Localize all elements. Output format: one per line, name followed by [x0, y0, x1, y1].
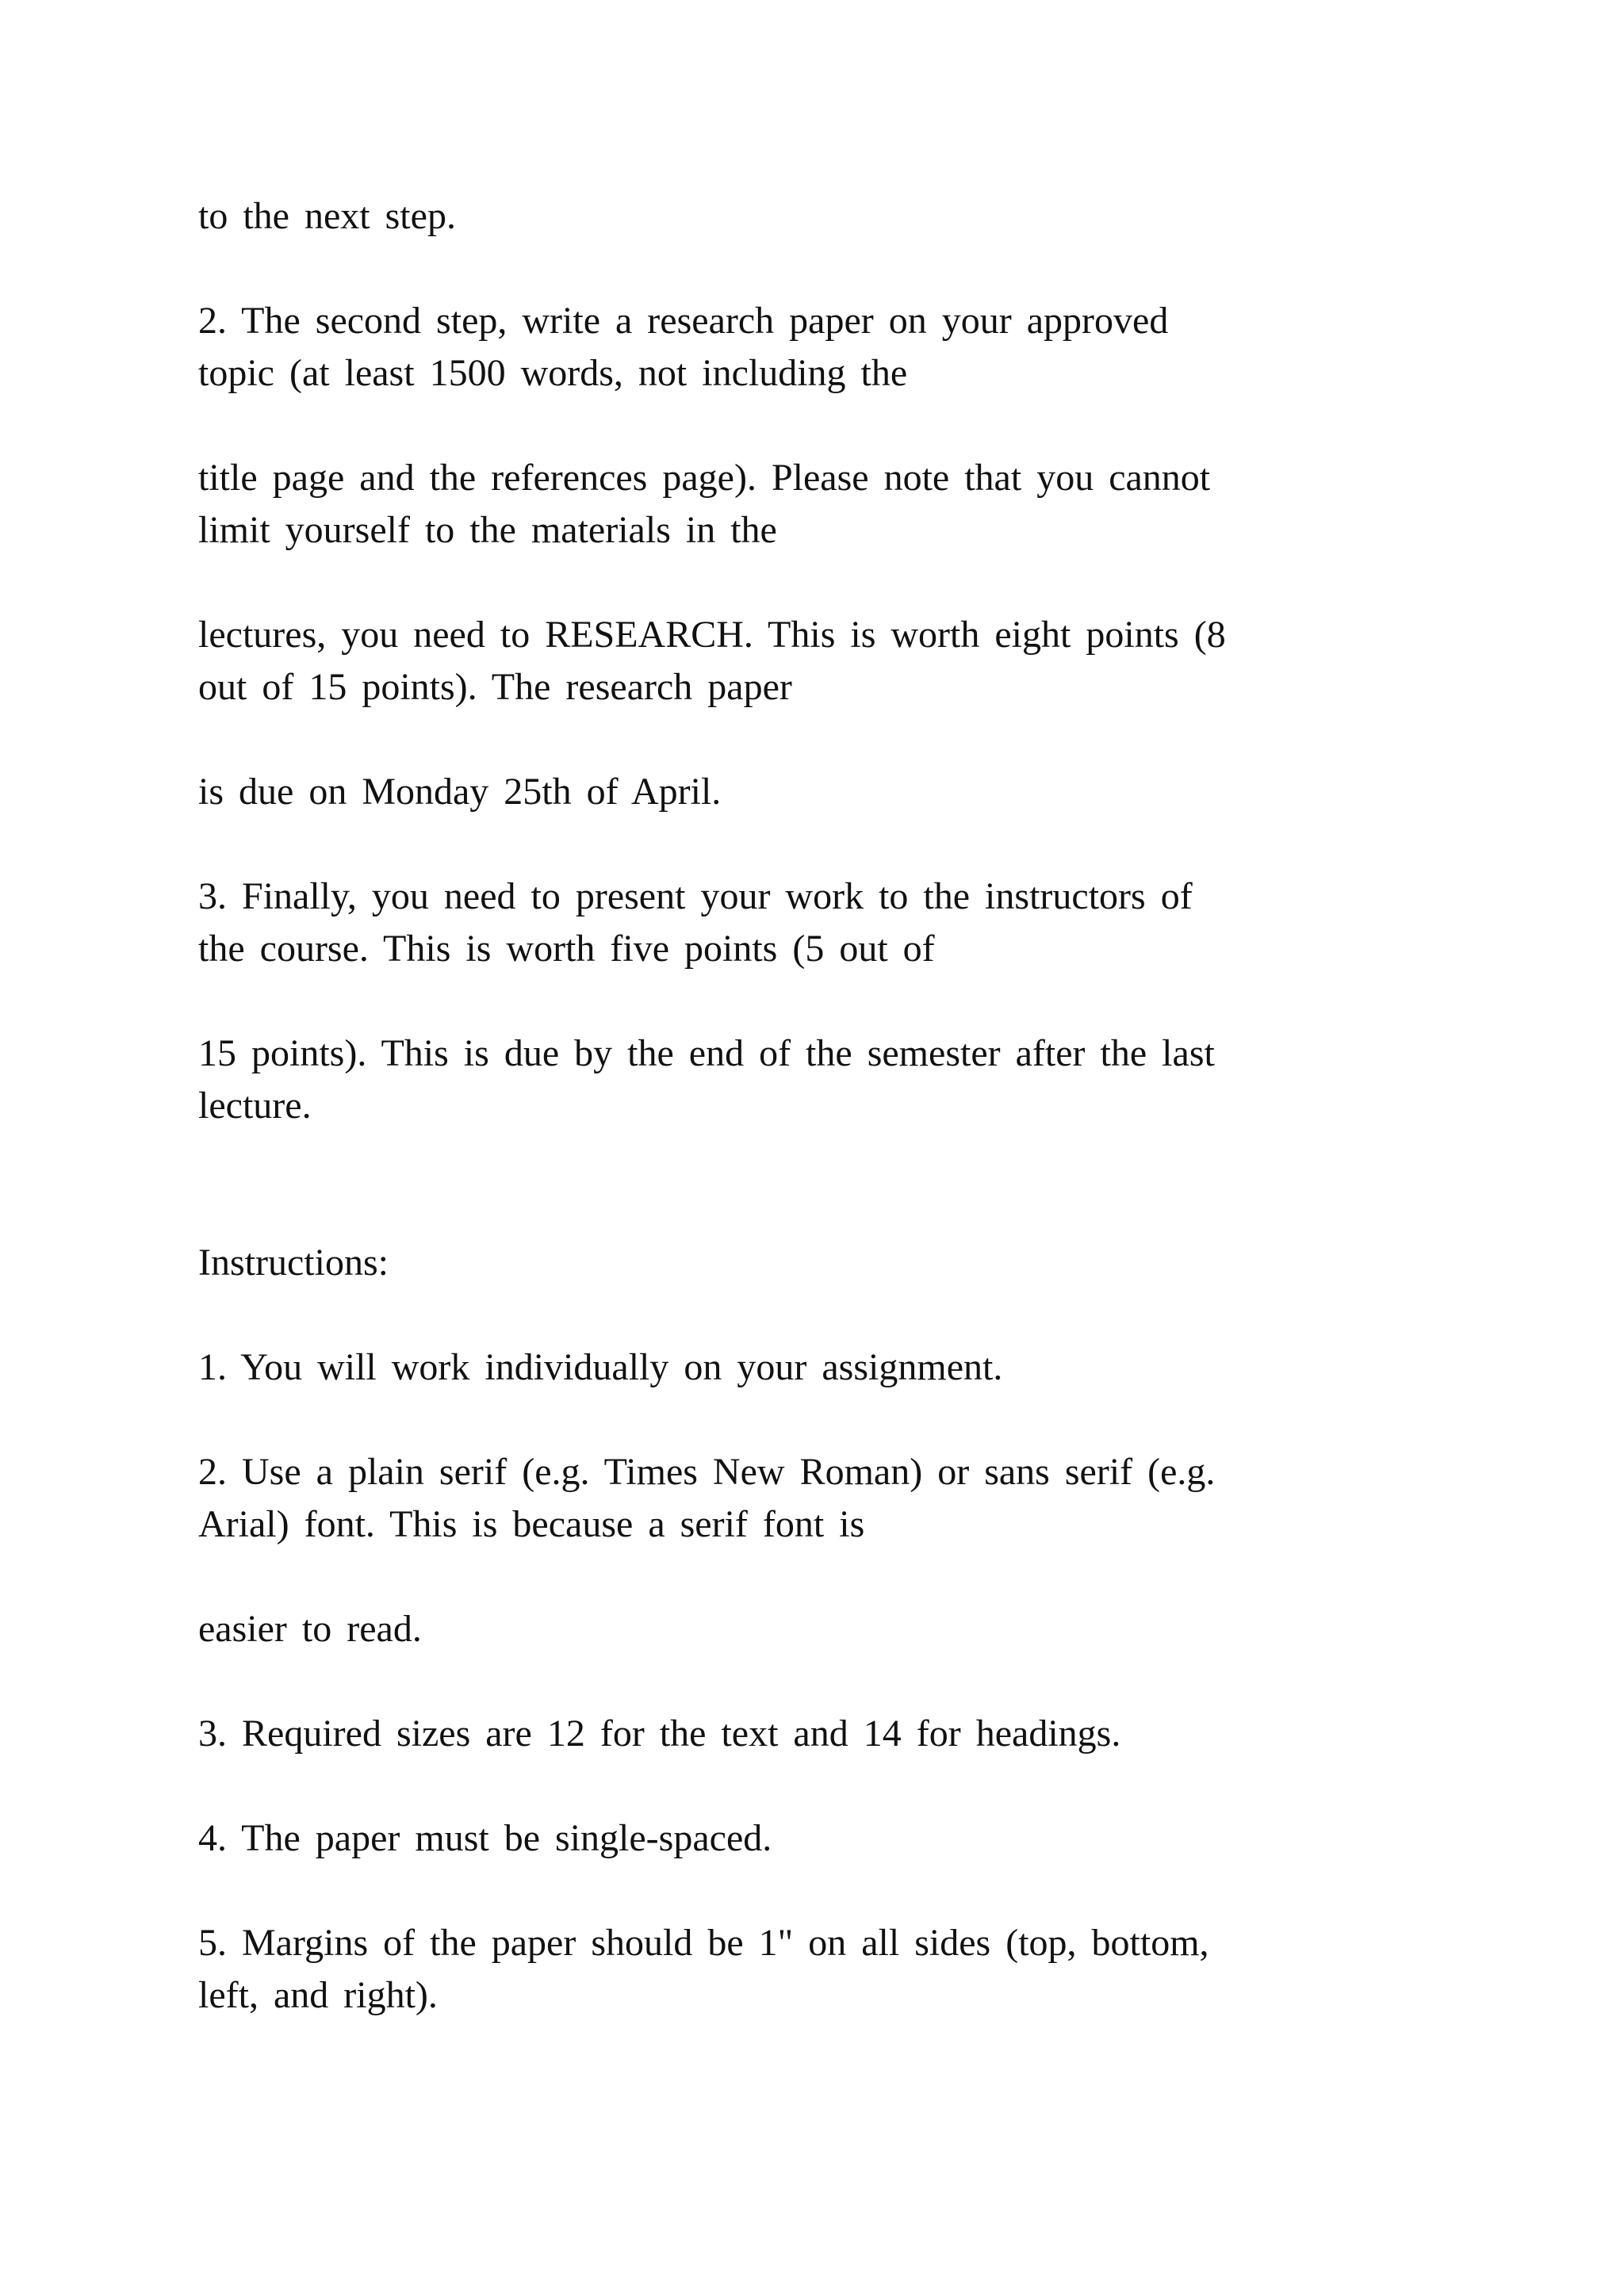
instruction-1	[198, 1341, 1499, 1394]
text-line: topic (at least 1500 words, not including the	[198, 352, 908, 394]
text-line: 4. The paper must be single-spaced.	[198, 1817, 772, 1859]
document-body	[198, 190, 1499, 2074]
paragraph-title-page-note	[198, 452, 1499, 557]
text-line: 1. You will work individually on your assignment.	[198, 1346, 1003, 1388]
text-line: title page and the references page). Please note that you cannot	[198, 457, 1211, 499]
text-line: easier to read.	[198, 1608, 422, 1650]
text-line: limit yourself to the materials in the	[198, 509, 777, 551]
paragraph-due-date	[198, 766, 1499, 818]
instruction-2-continued	[198, 1603, 1499, 1655]
paragraph-research-points	[198, 609, 1499, 714]
text-line: is due on Monday 25th of April.	[198, 771, 722, 813]
text-line: 3. Finally, you need to present your work to the instructors of	[198, 875, 1193, 917]
text-line: lecture.	[198, 1085, 312, 1127]
instructions-heading	[198, 1237, 1499, 1289]
paragraph-step-2	[198, 295, 1499, 400]
section-spacer	[198, 1184, 1499, 1237]
paragraph-next-step	[198, 190, 1499, 243]
text-line: out of 15 points). The research paper	[198, 666, 792, 708]
text-line: Instructions:	[198, 1242, 389, 1284]
text-line: left, and right).	[198, 1974, 438, 2016]
text-line: 15 points). This is due by the end of the semester after the last	[198, 1032, 1215, 1074]
paragraph-presentation-due	[198, 1027, 1499, 1132]
text-line: 2. The second step, write a research paper on your approved	[198, 300, 1169, 342]
text-line: to the next step.	[198, 195, 456, 237]
text-line: 5. Margins of the paper should be 1" on all sides (top, bottom,	[198, 1922, 1209, 1964]
paragraph-step-3	[198, 871, 1499, 975]
instruction-4	[198, 1812, 1499, 1865]
text-line: the course. This is worth five points (5 out of	[198, 928, 935, 970]
text-line: lectures, you need to RESEARCH. This is worth eight points (8	[198, 614, 1226, 656]
text-line: 2. Use a plain serif (e.g. Times New Roman) or sans serif (e.g.	[198, 1451, 1216, 1493]
text-line: Arial) font. This is because a serif font is	[198, 1503, 865, 1545]
instruction-5	[198, 1917, 1499, 2022]
instruction-3	[198, 1708, 1499, 1760]
instruction-2	[198, 1446, 1499, 1551]
text-line: 3. Required sizes are 12 for the text and 14 for headings.	[198, 1712, 1121, 1755]
